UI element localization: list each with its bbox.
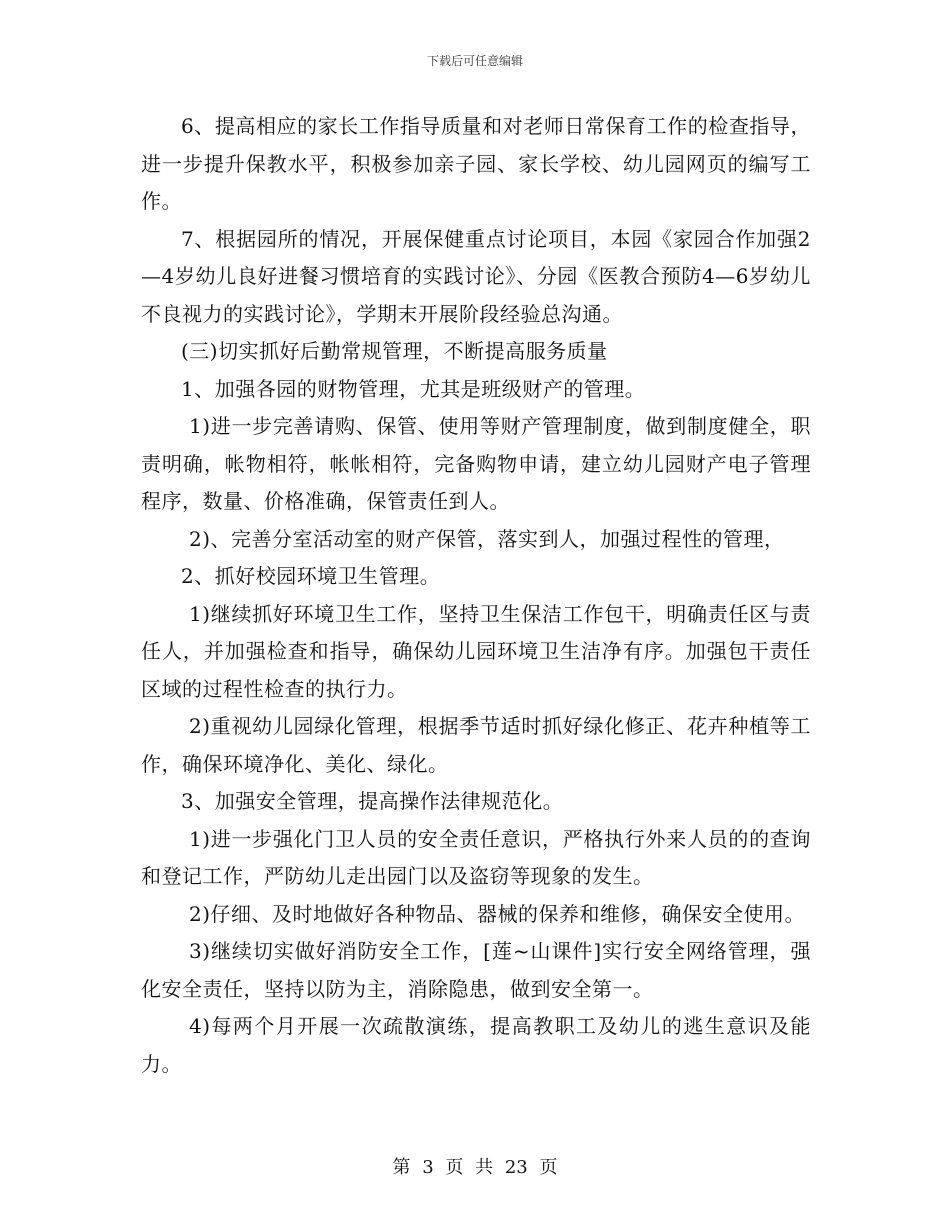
paragraph-1-property-management: 1、加强各园的财物管理，尤其是班级财产的管理。	[181, 376, 646, 401]
paragraph-2-hygiene: 2、抓好校园环境卫生管理。	[181, 564, 441, 588]
paragraph-3-safety: 3、加强安全管理，提高操作法律规范化。	[181, 789, 564, 813]
paragraph-1-1-asset-system: 1)进一步完善请购、保管、使用等财产管理制度，做到制度健全，职责明确，帐物相符，帐帐相符，完备购物申请，建立幼儿园财产电子管理程序，数量、价格准确，保管责任到人。	[141, 414, 811, 513]
paragraph-7-health-research: 7、根据园所的情况，开展保健重点讨论项目，本园《家园合作加强2—4岁幼儿良好进餐习惯培育的实践讨论》、分园《医教合预防4—6岁幼儿不良视力的实践讨论》，学期末开展阶段经验总沟通。	[141, 226, 811, 326]
paragraph-3-3-fire-safety: 3)继续切实做好消防安全工作，[莲~山课件]实行安全网络管理，强化安全责任，坚持以防为主，消除隐患，做到安全第一。	[141, 939, 811, 1001]
paragraph-2-1-cleaning: 1)继续抓好环境卫生工作，坚持卫生保洁工作包干，明确责任区与责任人，并加强检查和指导，确保幼儿园环境卫生洁净有序。加强包干责任区域的过程性检查的执行力。	[141, 601, 811, 701]
paragraph-2-2-greening: 2)重视幼儿园绿化管理，根据季节适时抓好绿化修正、花卉种植等工作，确保环境净化、美化、绿化。	[141, 714, 811, 776]
paragraph-3-4-evacuation-drill: 4)每两个月开展一次疏散演练，提高教职工及幼儿的逃生意识及能力。	[141, 1014, 811, 1076]
page-number-footer: 第 3 页 共 23 页	[392, 1157, 558, 1178]
page-header-note: 下载后可任意编辑	[426, 54, 523, 68]
section-heading-logistics: (三)切实抓好后勤常规管理，不断提高服务质量	[181, 339, 608, 363]
document-body	[141, 108, 811, 1083]
paragraph-3-2-maintenance: 2)仔细、及时地做好各种物品、器械的保养和维修，确保安全使用。	[189, 901, 806, 926]
paragraph-6-parent-guidance: 6、提高相应的家长工作指导质量和对老师日常保育工作的检查指导，进一步提升保教水平，积极参加亲子园、家长学校、幼儿园网页的编写工作。	[141, 114, 811, 213]
paragraph-1-2-room-assets: 2)、完善分室活动室的财产保管，落实到人，加强过程性的管理，	[189, 526, 785, 551]
paragraph-3-1-guard-duty: 1)进一步强化门卫人员的安全责任意识，严格执行外来人员的的查询和登记工作，严防幼儿走出园门以及盗窃等现象的发生。	[141, 826, 811, 888]
